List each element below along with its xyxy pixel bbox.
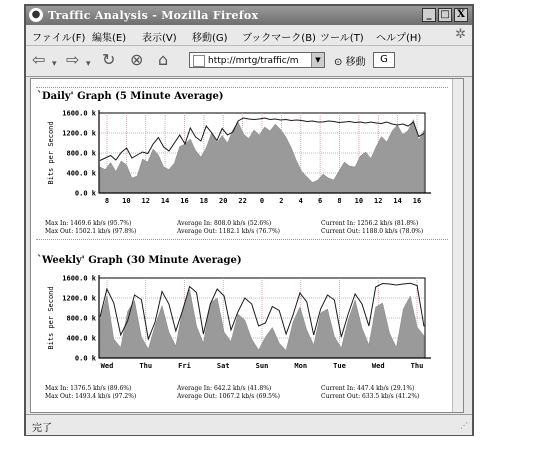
go-icon: ⊙ bbox=[334, 57, 343, 68]
menu-file[interactable]: ファイル(F) bbox=[32, 33, 86, 44]
url-text: http://mrtg/traffic/m bbox=[208, 56, 299, 66]
forward-icon[interactable]: ⇨ bbox=[66, 50, 80, 69]
weekly-graph bbox=[41, 272, 441, 382]
forward-dropdown-icon[interactable]: ▾ bbox=[86, 59, 91, 69]
weekly-avg-in: Average In: 642.2 kb/s (41.8%) bbox=[177, 385, 272, 392]
x-tick-label: 12 bbox=[374, 197, 383, 205]
y-tick-label: 1200.0 k bbox=[62, 129, 96, 138]
y-tick-label: 800.0 k bbox=[66, 149, 96, 158]
x-tick-label: 8 bbox=[104, 197, 110, 205]
daily-graph bbox=[41, 107, 441, 217]
weekly-graph-title: `Weekly' Graph (30 Minute Average) bbox=[37, 255, 242, 266]
stop-icon[interactable]: ⊗ bbox=[130, 50, 144, 69]
x-tick-label: Mon bbox=[294, 362, 308, 370]
menu-bookmarks[interactable]: ブックマーク(B) bbox=[242, 33, 316, 44]
x-tick-label: Sun bbox=[255, 362, 269, 370]
daily-traffic-chart bbox=[41, 107, 441, 217]
resize-grip-icon[interactable]: ⋰ bbox=[460, 421, 468, 430]
maximize-button[interactable]: □ bbox=[438, 8, 452, 22]
x-tick-label: 22 bbox=[238, 197, 247, 205]
daily-avg-in: Average In: 808.0 kb/s (52.6%) bbox=[177, 220, 272, 227]
x-tick-label: 12 bbox=[141, 197, 150, 205]
menu-tools[interactable]: ツール(T) bbox=[320, 33, 364, 44]
x-tick-label: Wed bbox=[100, 362, 114, 370]
y-tick-label: 1600.0 k bbox=[62, 274, 96, 283]
go-button[interactable] bbox=[334, 53, 366, 68]
y-tick-label: 1200.0 k bbox=[62, 294, 96, 303]
close-button[interactable]: X bbox=[454, 8, 468, 22]
daily-cur-out: Current Out: 1188.0 kb/s (78.0%) bbox=[321, 228, 424, 235]
x-tick-label: Thu bbox=[139, 362, 153, 370]
reload-icon[interactable]: ↻ bbox=[102, 50, 116, 69]
page-content bbox=[30, 78, 464, 413]
x-tick-label: Thu bbox=[410, 362, 424, 370]
divider bbox=[36, 239, 448, 240]
y-tick-label: 0.0 k bbox=[74, 354, 96, 363]
back-dropdown-icon[interactable]: ▾ bbox=[52, 59, 57, 69]
x-tick-label: 18 bbox=[199, 197, 209, 205]
x-tick-label: 16 bbox=[180, 197, 189, 205]
x-tick-label: Fri bbox=[178, 362, 191, 370]
x-tick-label: 14 bbox=[160, 197, 170, 205]
divider bbox=[36, 87, 448, 88]
x-tick-label: 14 bbox=[393, 197, 402, 205]
x-tick-label: 2 bbox=[279, 197, 284, 205]
throbber-icon: ✲ bbox=[455, 27, 466, 42]
vertical-scrollbar[interactable] bbox=[452, 79, 463, 412]
search-box[interactable]: G bbox=[373, 52, 395, 68]
y-tick-label: 0.0 k bbox=[74, 189, 96, 198]
menu-bar bbox=[26, 25, 472, 46]
x-tick-label: 0 bbox=[259, 197, 265, 205]
firefox-icon: ● bbox=[29, 8, 43, 22]
status-text: 完了 bbox=[32, 423, 52, 434]
daily-graph-title: `Daily' Graph (5 Minute Average) bbox=[37, 91, 224, 102]
y-axis-title: Bits per Second bbox=[47, 286, 55, 350]
window-title: Traffic Analysis - Mozilla Firefox bbox=[48, 9, 259, 22]
x-tick-label: 10 bbox=[354, 197, 364, 205]
daily-cur-in: Current In: 1256.2 kb/s (81.8%) bbox=[321, 220, 419, 227]
weekly-max-in: Max In: 1376.5 kb/s (89.6%) bbox=[45, 385, 132, 392]
menu-go[interactable]: 移動(G) bbox=[192, 33, 228, 44]
minimize-button[interactable]: _ bbox=[422, 8, 436, 22]
x-tick-label: 8 bbox=[337, 197, 342, 205]
go-label: 移動 bbox=[345, 57, 366, 68]
x-tick-label: Wed bbox=[371, 362, 385, 370]
x-tick-label: 10 bbox=[122, 197, 131, 205]
x-tick-label: Sat bbox=[216, 362, 230, 370]
y-tick-label: 800.0 k bbox=[66, 314, 96, 323]
weekly-max-out: Max Out: 1493.4 kb/s (97.2%) bbox=[45, 393, 137, 400]
weekly-avg-out: Average Out: 1067.2 kb/s (69.5%) bbox=[177, 393, 281, 400]
browser-window bbox=[24, 4, 474, 436]
x-tick-label: 16 bbox=[412, 197, 422, 205]
y-tick-label: 400.0 k bbox=[66, 169, 96, 178]
x-tick-label: Tue bbox=[333, 362, 346, 370]
status-bar bbox=[26, 414, 472, 435]
x-tick-label: 20 bbox=[219, 197, 228, 205]
y-tick-label: 400.0 k bbox=[66, 334, 96, 343]
y-tick-label: 1600.0 k bbox=[62, 109, 96, 118]
home-icon[interactable]: ⌂ bbox=[158, 50, 169, 69]
back-icon[interactable]: ⇦ bbox=[32, 50, 46, 69]
menu-view[interactable]: 表示(V) bbox=[142, 33, 177, 44]
navigation-toolbar bbox=[26, 46, 472, 77]
daily-avg-out: Average Out: 1182.1 kb/s (76.7%) bbox=[177, 228, 281, 235]
weekly-traffic-chart bbox=[41, 272, 441, 382]
daily-max-out: Max Out: 1502.1 kb/s (97.8%) bbox=[45, 228, 137, 235]
title-bar[interactable] bbox=[26, 6, 472, 25]
page-icon bbox=[193, 55, 205, 67]
x-tick-label: 4 bbox=[298, 197, 303, 205]
url-bar[interactable] bbox=[189, 52, 325, 68]
y-axis-title: Bits per Second bbox=[47, 121, 55, 185]
menu-help[interactable]: ヘルプ(H) bbox=[376, 33, 422, 44]
daily-max-in: Max In: 1469.6 kb/s (95.7%) bbox=[45, 220, 132, 227]
menu-edit[interactable]: 編集(E) bbox=[92, 33, 127, 44]
weekly-cur-in: Current In: 447.4 kb/s (29.1%) bbox=[321, 385, 415, 392]
weekly-cur-out: Current Out: 633.5 kb/s (41.2%) bbox=[321, 393, 420, 400]
x-tick-label: 6 bbox=[318, 197, 323, 205]
url-dropdown-icon[interactable]: ▼ bbox=[311, 53, 324, 67]
